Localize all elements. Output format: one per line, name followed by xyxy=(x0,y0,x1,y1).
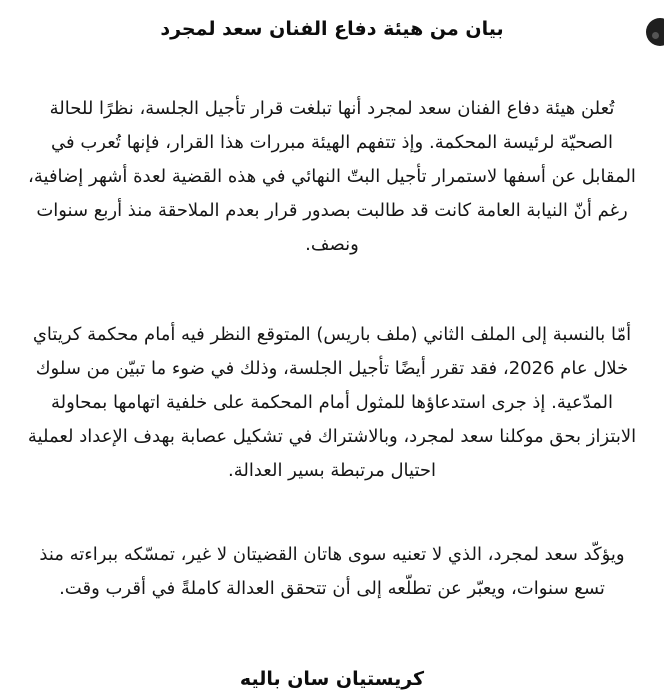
statement-page xyxy=(0,16,664,690)
statement-paragraph-2: أمّا بالنسبة إلى الملف الثاني (ملف باريس) المتوقع النظر فيه أمام محكمة كريتاي خلال عام 2026، فقد تقرر أيضًا تأجيل الجلسة، وذلك في ضوء ما تبيّن من سلوك المدّعية. إذ جرى استدعاؤها للمثول أمام المحكمة على خلفية اتهامها بمحاولة الابتزاز بحق موكلنا سعد لمجرد، وبالاشتراك في تشكيل عصابة بهدف الإعداد لعملية احتيال مرتبطة بسير العدالة. xyxy=(27,324,637,481)
statement-paragraph-3: ويؤكّد سعد لمجرد، الذي لا تعنيه سوى هاتان القضيتان لا غير، تمسّكه ببراءته منذ تسع سنوات، ويعبّر عن تطلّعه إلى أن تتحقق العدالة كاملةً في أقرب وقت. xyxy=(39,544,625,599)
avatar-glint xyxy=(652,32,659,39)
statement-title: بيان من هيئة دفاع الفنان سعد لمجرد xyxy=(160,18,504,40)
statement-paragraph-1: تُعلن هيئة دفاع الفنان سعد لمجرد أنها تبلغت قرار تأجيل الجلسة، نظرًا للحالة الصحيّة لرئيسة المحكمة. وإذ تتفهم الهيئة مبررات هذا القرار، فإنها تُعرب في المقابل عن أسفها لاستمرار تأجيل البتّ النهائي في هذه القضية لعدة أشهر إضافية، رغم أنّ النيابة العامة كانت قد طالبت بصدور قرار بعدم الملاحقة منذ أربع سنوات ونصف. xyxy=(28,98,636,255)
avatar-badge xyxy=(646,18,664,46)
statement-document xyxy=(26,16,638,692)
statement-signature: كريستيان سان باليه xyxy=(239,668,425,690)
